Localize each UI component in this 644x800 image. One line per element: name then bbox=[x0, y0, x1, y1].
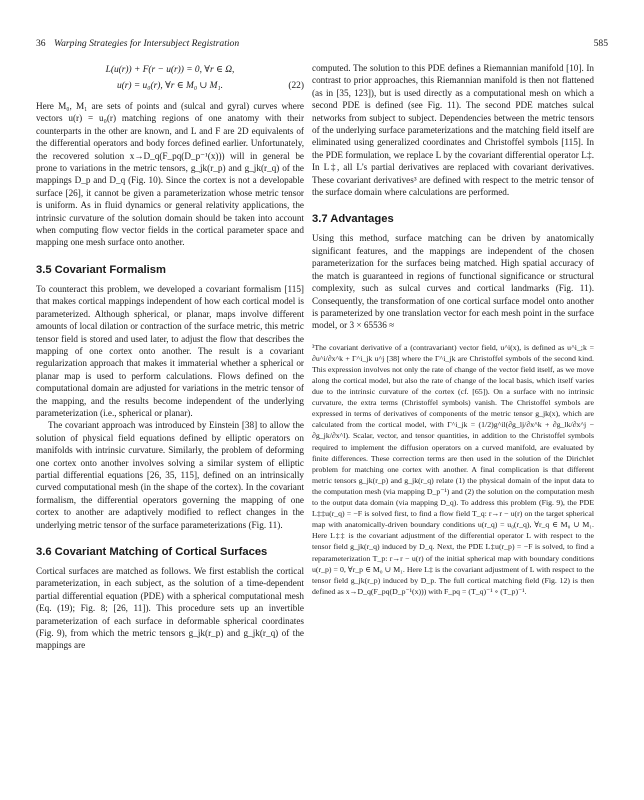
equation-22 bbox=[36, 78, 304, 94]
section-title-3-6: 3.6 Covariant Matching of Cortical Surfaces bbox=[36, 546, 268, 558]
paragraph-3-6: Cortical surfaces are matched as follows. We first establish the cortical parameterization, in each subject, as the solution of a time-dependent partial differential equation (PDE) with a spherical computational mesh (Eq. (19); Fig. 8; [26, 11]). This procedure sets up an invertible parameterization of each surface in deformable spherical coordinates (Fig. 9), from which the metric tensors g_jk(r_p) and g_jk(r_q) of the mappings are bbox=[36, 566, 304, 651]
right-column bbox=[312, 62, 594, 597]
equation-22-expr: u(r) = u₀(r), ∀r ∈ M₀ ∪ M₁. bbox=[116, 81, 224, 91]
running-title: Warping Strategies for Intersubject Registration bbox=[54, 38, 240, 49]
paragraph-3-7: Using this method, surface matching can be driven by anatomically significant features, and the mappings are independent of the chosen parameterization for the surfaces being matched. High spatial accuracy of the match is guaranteed in regions of functional significance or structural complexity, such as sulcal curves and cortical landmarks (Fig. 11). Consequently, the transformation of one cortical surface model onto another is parameterized by one translation vector for each mesh point in the surface model, or 3 × 65536 ≈ bbox=[312, 233, 594, 331]
equation-a-expr: L(u(r)) + F(r − u(r)) = 0, ∀r ∈ Ω, bbox=[105, 65, 235, 75]
page-number-right: 585 bbox=[593, 38, 608, 49]
section-title-3-5: 3.5 Covariant Formalism bbox=[36, 263, 166, 276]
paragraph-3-5-b: The covariant approach was introduced by Einstein [38] to allow the solution of physical field equations defined by elliptic operators on manifolds with intrinsic curvature. Similarly, the problem of deforming one cortex onto another involves solving a similar system of elliptic partial differential equations [26, 35, 115], defined on an intrinsically curved computational mesh (in the shape of the cortex). In the covariant formalism, the differential operators governing the mapping of one cortex to another are adaptively modified to reflect changes in the underlying metric tensor of the surface parameterizations (Fig. 11). bbox=[36, 420, 304, 530]
page-number-left: 36 bbox=[36, 38, 46, 49]
paragraph-intro: Here M₀, M₁ are sets of points and (sulcal and gyral) curves where vectors u(r) = u₀(r) matching regions of one anatomy with their counterparts in the other are known, and L and F are 2D equivalents of the differential operators and body forces defined earlier. Unfortunately, the recovered solution x→D_q(F_pq(D_p⁻¹(x))) will in general be prone to variations in the metric tensors, g_jk(r_p) and g_jk(r_q) of the mappings D_p and D_q (Fig. 10). Since the cortex is not a developable surface [26], it cannot be given a parameterization whose metric tensor is uniform. As in fluid dynamics or general relativity applications, the intrinsic curvature of the solution domain should be taken into account when computing flow vector fields in the cortical parameter space and mapping one mesh surface onto another. bbox=[36, 101, 304, 248]
equation-number: (22) bbox=[288, 81, 304, 91]
running-header bbox=[36, 38, 608, 52]
left-column bbox=[36, 62, 304, 652]
paragraph-continued: computed. The solution to this PDE defines a Riemannian manifold [10]. In contrast to prior approaches, this Riemannian manifold is then not flattened (as in [35, 123]), but is used directly as a computational mesh on which a second PDE is defined (see Fig. 11). The second PDE matches sulcal networks from subject to subject. Dependencies between the metric tensors of the underlying surface parameterizations and the matching field itself are eliminated using generalized coordinates and Christoffel symbols [115]. In the PDE formulation, we replace L by the covariant differential operator L‡. In L‡, all L's partial derivatives are replaced with covariant derivatives. These covariant derivatives³ are defined with respect to the metric tensor of the surface domain where calculations are performed. bbox=[312, 63, 594, 198]
equation-a bbox=[36, 62, 304, 78]
paragraph-3-5-a: To counteract this problem, we developed a covariant formalism [115] that makes cortical mappings independent of how each cortical model is parameterized. Although spherical, or planar, maps involve different amounts of local dilation or contraction of the surface metric, this metric tensor field is stored and used later, to adjust the flow that describes the mapping of one cortex onto another. The result is a covariant regularization approach that makes it immaterial whether a spherical or planar map is used to perform calculations. Flows defined on the computational domain are adjusted for variations in the metric tensor of the mapping, and the results become independent of the underlying parameterization (i.e., spherical or planar). bbox=[36, 283, 304, 418]
section-title-3-7: 3.7 Advantages bbox=[312, 213, 394, 226]
footnote-3: ³The covariant derivative of a (contravariant) vector field, u^i(x), is defined as u^i_;k = ∂u^i/∂x^k + Γ^i_jk u^j [38] where the Γ^i_jk are Christoffel symbols of the second kind. This expression involves not only the rate of change of the vector field itself, as we move along the cortical model, but also the rate of change of the local basis, which itself varies due to the intrinsic curvature of the cortex (cf. [65]). On a surface with no intrinsic curvature, the extra terms (Christoffel symbols) vanish. The Christoffel symbols are expressed in terms of derivatives of components of the metric tensor g_jk(x), which are calculated from the cortical model, with Γ^i_jk = (1/2)g^il(∂g_lj/∂x^k + ∂g_lk/∂x^j − ∂g_jk/∂x^l). Scalar, vector, and tensor quantities, in addition to the Christoffel symbols required to implement the diffusion operators on a curved manifold, are evaluated by finite differences. These correction terms are then used in the solution of the Dirichlet problem for matching one cortex with another. A final complication is that different metric tensors g_jk(r_p) and g_jk(r_q) relate (1) the physical domain of the input data to the computation mesh (via mapping D_p⁻¹) and (2) the solution on the computation mesh to the output data domain (via mapping D_q). To address this problem (Fig. 9), the PDE L‡‡u(r_q) = −F is solved first, to find a flow field T_q: r→r − u(r) on the target spherical map with anatomically-driven boundary conditions u(r_q) = u₀(r_q), ∀r_q ∈ M₀ ∪ M₁. Here L‡‡ is the covariant adjustment of the differential operator L with respect to the tensor field g_jk(r_q) induced by D_q. Next, the PDE L‡u(r_p) = −F is solved, to find a reparameterization T_p: r→r − u(r) of the initial spherical map with boundary conditions u(r_p) = 0, ∀r_p ∈ M₀ ∪ M₁. Here L‡ is the covariant adjustment of L with respect to the tensor field g_jk(r_p) induced by D_p. The full cortical matching field (Fig. 12) is then defined as x→D_q(F_pq(D_p⁻¹(x))) with F_pq = (T_q)⁻¹ ∘ (T_p)⁻¹. bbox=[312, 342, 594, 596]
